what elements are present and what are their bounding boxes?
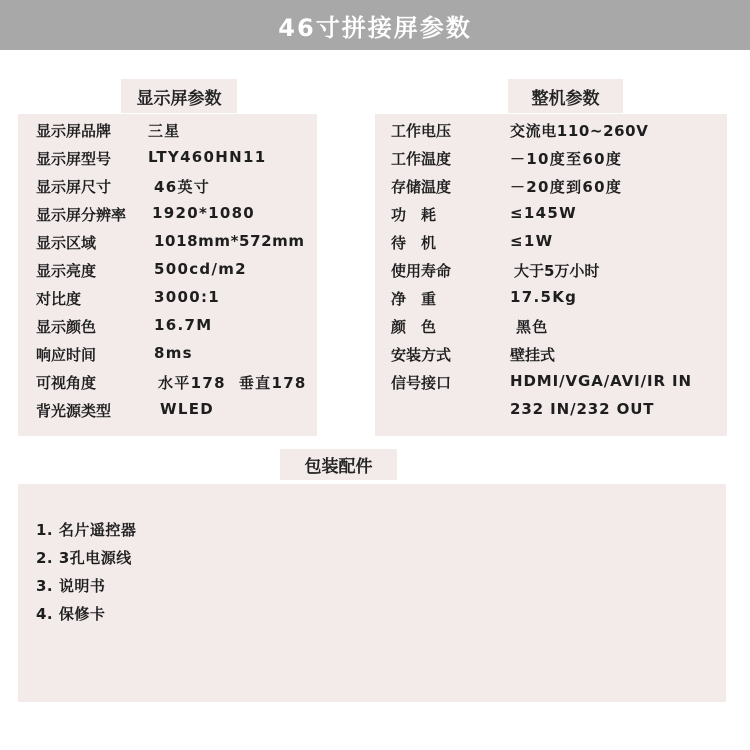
machine-param-label: 净 重 bbox=[391, 290, 437, 308]
display-params-heading: 显示屏参数 bbox=[121, 79, 237, 113]
display-param-value: WLED bbox=[160, 400, 215, 418]
machine-param-label: 颜 色 bbox=[391, 318, 437, 336]
display-param-value: 500cd/m2 bbox=[154, 260, 247, 278]
display-param-label: 显示区域 bbox=[36, 234, 97, 252]
accessory-item: 2. 3孔电源线 bbox=[36, 549, 132, 567]
machine-params-heading: 整机参数 bbox=[508, 79, 623, 113]
machine-param-value: －10度至60度 bbox=[510, 150, 623, 168]
display-param-value: 8ms bbox=[154, 344, 193, 362]
accessories-panel bbox=[18, 484, 726, 702]
machine-param-value: 232 IN/232 OUT bbox=[510, 400, 655, 418]
accessories-heading: 包装配件 bbox=[280, 449, 397, 480]
display-param-label: 背光源类型 bbox=[36, 402, 112, 420]
machine-param-label: 工作电压 bbox=[391, 122, 452, 140]
display-param-label: 显示屏尺寸 bbox=[36, 178, 112, 196]
display-param-value: 3000:1 bbox=[154, 288, 220, 306]
display-param-value: 46英寸 bbox=[154, 178, 211, 196]
display-param-label: 显示屏分辨率 bbox=[36, 206, 127, 224]
machine-param-value: －20度到60度 bbox=[510, 178, 623, 196]
display-param-value: 1920*1080 bbox=[152, 204, 256, 222]
machine-param-value: HDMI/VGA/AVI/IR IN bbox=[510, 372, 692, 390]
machine-param-label: 信号接口 bbox=[391, 374, 452, 392]
machine-param-value: ≤1W bbox=[510, 232, 554, 250]
display-param-value: 水平178 垂直178 bbox=[158, 374, 307, 392]
machine-param-label: 存储温度 bbox=[391, 178, 452, 196]
machine-param-label: 功 耗 bbox=[391, 206, 437, 224]
machine-param-value: 黑色 bbox=[516, 318, 549, 336]
machine-param-value: 17.5Kg bbox=[510, 288, 578, 306]
machine-param-value: ≤145W bbox=[510, 204, 577, 222]
display-param-value: 三星 bbox=[148, 122, 181, 140]
machine-param-value: 大于5万小时 bbox=[514, 262, 600, 280]
display-param-value: 16.7M bbox=[154, 316, 213, 334]
accessory-item: 3. 说明书 bbox=[36, 577, 106, 595]
accessory-item: 1. 名片遥控器 bbox=[36, 521, 137, 539]
page-title: 46寸拼接屏参数 bbox=[278, 13, 472, 42]
display-param-label: 响应时间 bbox=[36, 346, 97, 364]
machine-param-label: 安装方式 bbox=[391, 346, 452, 364]
display-param-label: 对比度 bbox=[36, 290, 82, 308]
machine-param-label: 使用寿命 bbox=[391, 262, 452, 280]
display-param-label: 可视角度 bbox=[36, 374, 97, 392]
machine-param-label: 工作温度 bbox=[391, 150, 452, 168]
display-param-value: 1018mm*572mm bbox=[154, 232, 305, 250]
accessory-item: 4. 保修卡 bbox=[36, 605, 106, 623]
display-param-label: 显示颜色 bbox=[36, 318, 97, 336]
machine-param-value: 壁挂式 bbox=[510, 346, 556, 364]
display-param-label: 显示屏型号 bbox=[36, 150, 112, 168]
display-param-label: 显示屏品牌 bbox=[36, 122, 112, 140]
display-param-value: LTY460HN11 bbox=[148, 148, 267, 166]
machine-param-label: 待 机 bbox=[391, 234, 437, 252]
display-param-label: 显示亮度 bbox=[36, 262, 97, 280]
title-banner bbox=[0, 0, 750, 50]
machine-param-value: 交流电110~260V bbox=[510, 122, 649, 140]
